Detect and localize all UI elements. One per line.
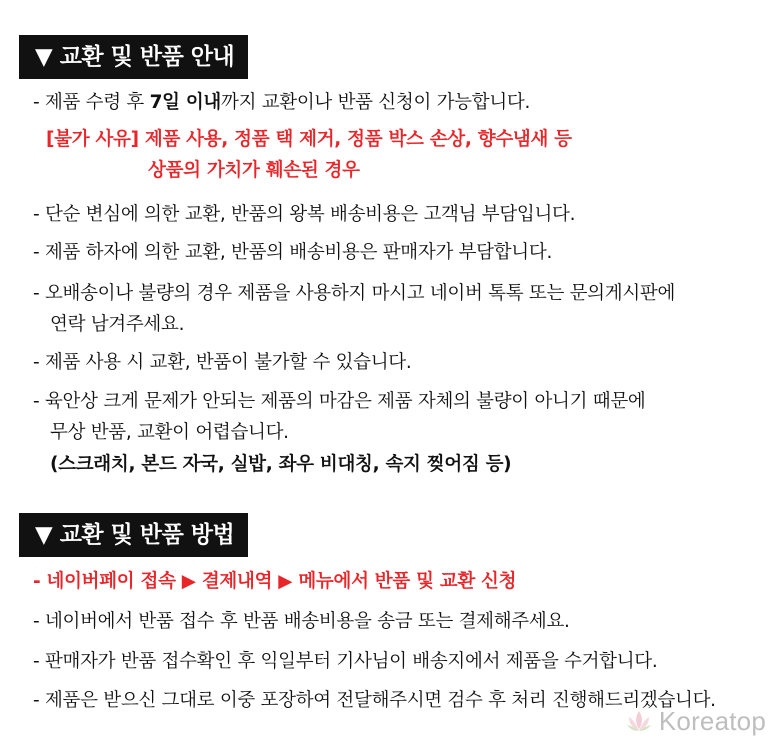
method-item-pickup: - 판매자가 반품 접수확인 후 익일부터 기사님이 배송지에서 제품을 수거합니다. [33, 651, 658, 672]
info-item-text: 까지 교환이나 반품 신청이 가능합니다. [221, 92, 531, 113]
info-item-finish-quality-cont: 무상 반품, 교환이 어렵습니다. [50, 422, 289, 443]
info-item-use-restriction: - 제품 사용 시 교환, 반품이 불가할 수 있습니다. [33, 352, 412, 373]
info-item-text: - 제품 수령 후 [33, 92, 150, 113]
method-item-shipping-payment: - 네이버에서 반품 접수 후 반품 배송비용을 송금 또는 결제해주세요. [33, 611, 570, 632]
info-item-defect-shipping: - 제품 하자에 의한 교환, 반품의 배송비용은 판매자가 부담합니다. [33, 242, 553, 263]
watermark-text: Koreatop [658, 705, 766, 736]
method-item-naverpay-steps: - 네이버페이 접속 ▶ 결제내역 ▶ 메뉴에서 반품 및 교환 신청 [33, 571, 517, 592]
info-item-finish-quality-examples: (스크래치, 본드 자국, 실밥, 좌우 비대칭, 속지 찢어짐 등) [50, 454, 512, 475]
lotus-icon [625, 709, 653, 733]
method-item-packaging: - 제품은 받으신 그대로 이중 포장하여 전달해주시면 검수 후 처리 진행해드리겠습니다. [33, 690, 716, 711]
info-item-misdelivery: - 오배송이나 불량의 경우 제품을 사용하지 마시고 네이버 톡톡 또는 문의게시판에 [33, 283, 676, 304]
info-item-return-period [33, 91, 530, 115]
warning-line-unavailable-reasons: [불가 사유] 제품 사용, 정품 택 제거, 정품 박스 손상, 향수냄새 등 [46, 129, 572, 150]
highlight-period: 7일 이내 [149, 92, 221, 113]
warning-line-damaged-value: 상품의 가치가 훼손된 경우 [148, 160, 360, 181]
info-item-misdelivery-cont: 연락 남겨주세요. [50, 314, 185, 335]
info-item-finish-quality: - 육안상 크게 문제가 안되는 제품의 마감은 제품 자체의 불량이 아니기 때문에 [33, 391, 646, 412]
watermark [625, 707, 766, 735]
section-header-exchange-return-method: ▼ 교환 및 반품 방법 [19, 513, 248, 557]
section-header-exchange-return-info: ▼ 교환 및 반품 안내 [19, 35, 248, 79]
info-item-change-of-mind: - 단순 변심에 의한 교환, 반품의 왕복 배송비용은 고객님 부담입니다. [33, 204, 576, 225]
